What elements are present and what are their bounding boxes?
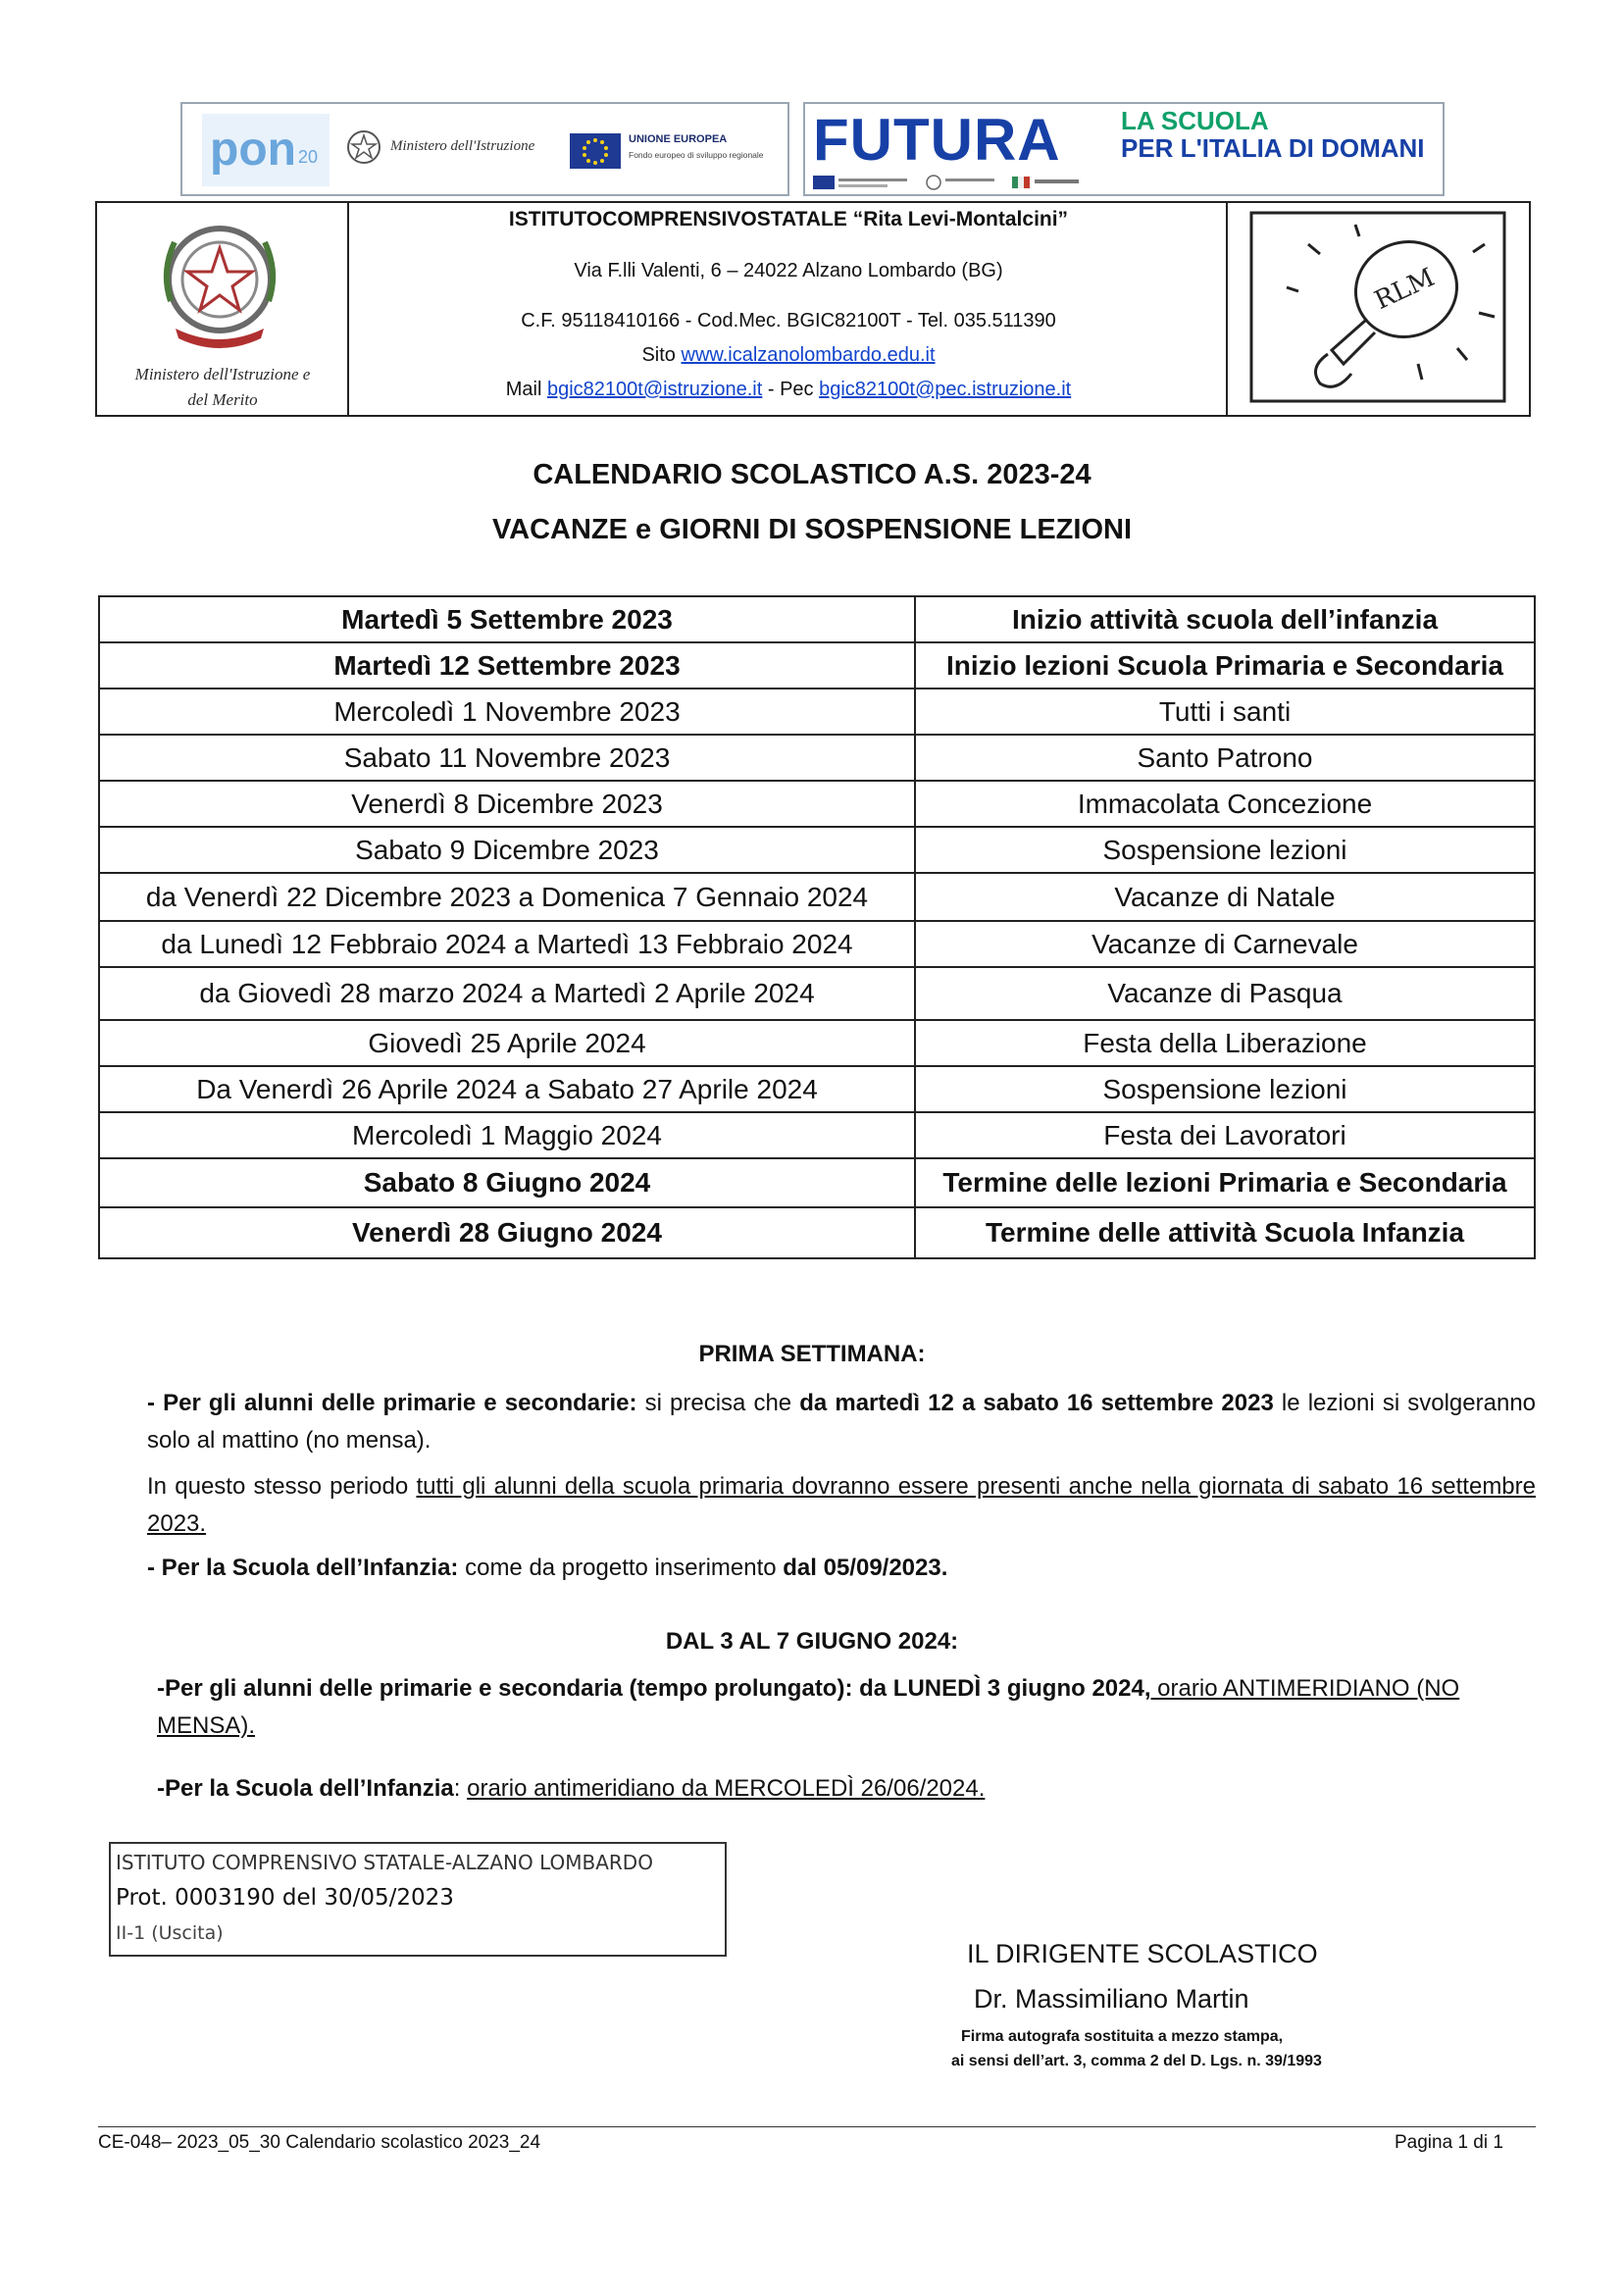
- calendar-row: [99, 967, 1535, 1020]
- school-logo-cell: [1226, 203, 1529, 415]
- eu-subtitle: Fondo europeo di sviluppo regionale: [629, 150, 764, 160]
- eu-flag-icon: [570, 133, 621, 169]
- calendar-date: Martedì 5 Settembre 2023: [99, 596, 915, 642]
- calendar-event: Festa dei Lavoratori: [915, 1112, 1535, 1158]
- pon-logo-banner: [180, 102, 789, 196]
- calendar-row: [99, 781, 1535, 827]
- ministry-label: [107, 362, 338, 413]
- signature-role: IL DIRIGENTE SCOLASTICO: [967, 1939, 1318, 1968]
- prima-settimana-paragraph-1: [147, 1385, 1536, 1459]
- eu-title: UNIONE EUROPEA: [629, 133, 728, 145]
- calendar-event: Vacanze di Pasqua: [915, 967, 1535, 1020]
- calendar-row: [99, 1112, 1535, 1158]
- calendar-event: Vacanze di Natale: [915, 873, 1535, 921]
- ps-p1-text2: le lezioni si svolgeranno solo al mattino (no mensa).: [147, 1390, 1537, 1454]
- ministero-small-label: Ministero dell'Istruzione: [390, 138, 535, 154]
- ps-p3-bold: - Per la Scuola dell’Infanzia:: [147, 1555, 459, 1581]
- calendar-event: Sospensione lezioni: [915, 1066, 1535, 1112]
- calendar-row: [99, 1066, 1535, 1112]
- ministry-label-line2: del Merito: [187, 390, 258, 409]
- futura-tagline-line1: LA SCUOLA: [1121, 106, 1269, 135]
- protocol-stamp: [109, 1842, 727, 1957]
- ps-p3-bold2: dal 05/09/2023.: [783, 1555, 948, 1581]
- calendar-date: Mercoledì 1 Novembre 2023: [99, 689, 915, 735]
- ps-p1-bold1: - Per gli alunni delle primarie e secondarie:: [147, 1390, 637, 1416]
- calendar-date: da Venerdì 22 Dicembre 2023 a Domenica 7 Gennaio 2024: [99, 873, 915, 921]
- calendar-row: [99, 1207, 1535, 1258]
- ps-p1-text1: si precisa che: [636, 1390, 800, 1416]
- mail-line: [349, 379, 1228, 401]
- calendar-date: Da Venerdì 26 Aprile 2024 a Sabato 27 Aprile 2024: [99, 1066, 915, 1112]
- calendar-date: Sabato 8 Giugno 2024: [99, 1158, 915, 1207]
- calendar-row: [99, 827, 1535, 873]
- g-p1-underline: orario ANTIMERIDIANO (NO MENSA).: [157, 1675, 1460, 1739]
- school-header: [95, 201, 1531, 417]
- republic-emblem-icon: [151, 213, 288, 360]
- stamp-institute: ISTITUTO COMPRENSIVO STATALE-ALZANO LOMBARDO: [116, 1851, 653, 1874]
- g-p2-underline: orario antimeridiano da MERCOLEDÌ 26/06/2024.: [467, 1775, 986, 1802]
- signature-name: Dr. Massimiliano Martin: [974, 1984, 1249, 2014]
- funding-logos-strip-icon: [811, 173, 1439, 192]
- calendar-date: Sabato 11 Novembre 2023: [99, 735, 915, 781]
- calendar-event: Santo Patrono: [915, 735, 1535, 781]
- website-line: [349, 344, 1228, 367]
- pec-email-link[interactable]: bgic82100t@pec.istruzione.it: [819, 379, 1072, 400]
- stamp-classification: II-1 (Uscita): [116, 1922, 224, 1944]
- calendar-event: Vacanze di Carnevale: [915, 921, 1535, 967]
- giugno-heading: DAL 3 AL 7 GIUGNO 2024:: [665, 1628, 959, 1655]
- calendar-date: Giovedì 25 Aprile 2024: [99, 1020, 915, 1066]
- footer-divider: [98, 2126, 1536, 2127]
- calendar-date: Sabato 9 Dicembre 2023: [99, 827, 915, 873]
- mail-label: Mail: [505, 379, 547, 400]
- futura-wordmark: FUTURA: [813, 107, 1061, 173]
- website-link[interactable]: www.icalzanolombardo.edu.it: [681, 344, 936, 366]
- institute-name: ISTITUTOCOMPRENSIVOSTATALE “Rita Levi-Montalcini”: [508, 208, 1069, 230]
- calendar-row: [99, 642, 1535, 689]
- calendar-event: Termine delle lezioni Primaria e Secondaria: [915, 1158, 1535, 1207]
- republic-emblem-icon: [344, 126, 383, 173]
- svg-text:20: 20: [298, 147, 319, 167]
- prima-settimana-paragraph-3: [147, 1550, 1536, 1587]
- footer-page-number: Pagina 1 di 1: [1395, 2132, 1503, 2153]
- ministry-label-line1: Ministero dell'Istruzione e: [134, 365, 311, 383]
- calendar-row: [99, 596, 1535, 642]
- pon-logo-icon: [202, 114, 330, 186]
- calendar-event: Festa della Liberazione: [915, 1020, 1535, 1066]
- school-info: [349, 203, 1228, 415]
- signature-note-2: ai sensi dell’art. 3, comma 2 del D. Lgs. n. 39/1993: [951, 2053, 1322, 2069]
- calendar-event: Tutti i santi: [915, 689, 1535, 735]
- calendar-date: Venerdì 8 Dicembre 2023: [99, 781, 915, 827]
- g-p2-bold: -Per la Scuola dell’Infanzia: [157, 1775, 454, 1802]
- g-p1-bold: -Per gli alunni delle primarie e secondaria (tempo prolungato): da LUNEDÌ 3 giugno 2024,: [157, 1675, 1151, 1702]
- prima-settimana-heading: PRIMA SETTIMANA:: [698, 1341, 926, 1367]
- footer-document-code: CE-048– 2023_05_30 Calendario scolastico 2023_24: [98, 2132, 541, 2153]
- stamp-protocol: Prot. 0003190 del 30/05/2023: [116, 1885, 454, 1911]
- calendar-event: Sospensione lezioni: [915, 827, 1535, 873]
- signature-note-1: Firma autografa sostituita a mezzo stampa,: [961, 2028, 1284, 2045]
- email-link[interactable]: bgic82100t@istruzione.it: [546, 379, 763, 400]
- pec-label: - Pec: [762, 379, 820, 400]
- futura-logo-banner: [803, 102, 1445, 196]
- calendar-row: [99, 1158, 1535, 1207]
- calendar-row: [99, 735, 1535, 781]
- g-p2-colon: :: [453, 1775, 468, 1802]
- calendar-event: Immacolata Concezione: [915, 781, 1535, 827]
- document-subtitle: VACANZE e GIORNI DI SOSPENSIONE LEZIONI: [491, 514, 1133, 545]
- svg-text:pon: pon: [210, 124, 296, 176]
- giugno-paragraph-2: [157, 1770, 1546, 1808]
- institute-address: Via F.lli Valenti, 6 – 24022 Alzano Lombardo (BG): [574, 260, 1003, 281]
- prima-settimana-paragraph-2: [147, 1468, 1536, 1543]
- ps-p2-text: In questo stesso periodo: [147, 1473, 417, 1500]
- calendar-event: Inizio lezioni Scuola Primaria e Secondaria: [915, 642, 1535, 689]
- calendar-event: Inizio attività scuola dell’infanzia: [915, 596, 1535, 642]
- calendar-row: [99, 689, 1535, 735]
- giugno-paragraph-1: [157, 1670, 1546, 1745]
- calendar-row: [99, 1020, 1535, 1066]
- calendar-row: [99, 873, 1535, 921]
- calendar-event: Termine delle attività Scuola Infanzia: [915, 1207, 1535, 1258]
- ps-p1-bold2: da martedì 12 a sabato 16 settembre 2023: [799, 1390, 1274, 1416]
- futura-tagline-line2: PER L'ITALIA DI DOMANI: [1121, 133, 1425, 163]
- calendar-table: [98, 595, 1536, 1259]
- calendar-date: da Giovedì 28 marzo 2024 a Martedì 2 Aprile 2024: [99, 967, 915, 1020]
- calendar-row: [99, 921, 1535, 967]
- calendar-date: Venerdì 28 Giugno 2024: [99, 1207, 915, 1258]
- logo-initials: RLM: [1370, 262, 1440, 316]
- futura-tagline: [1111, 104, 1443, 169]
- institute-codes: C.F. 95118410166 - Cod.Mec. BGIC82100T - Tel. 035.511390: [521, 310, 1056, 332]
- calendar-date: da Lunedì 12 Febbraio 2024 a Martedì 13 Febbraio 2024: [99, 921, 915, 967]
- ps-p3-text: come da progetto inserimento: [458, 1555, 784, 1581]
- website-label: Sito: [641, 344, 682, 366]
- document-title: CALENDARIO SCOLASTICO A.S. 2023-24: [533, 459, 1091, 490]
- calendar-date: Martedì 12 Settembre 2023: [99, 642, 915, 689]
- ministry-cell: [97, 203, 349, 415]
- lightbulb-logo-icon: [1249, 211, 1506, 403]
- calendar-date: Mercoledì 1 Maggio 2024: [99, 1112, 915, 1158]
- ps-p2-underline: tutti gli alunni della scuola primaria dovranno essere presenti anche nella giornata di sabato 16 settembre 2023.: [147, 1473, 1536, 1537]
